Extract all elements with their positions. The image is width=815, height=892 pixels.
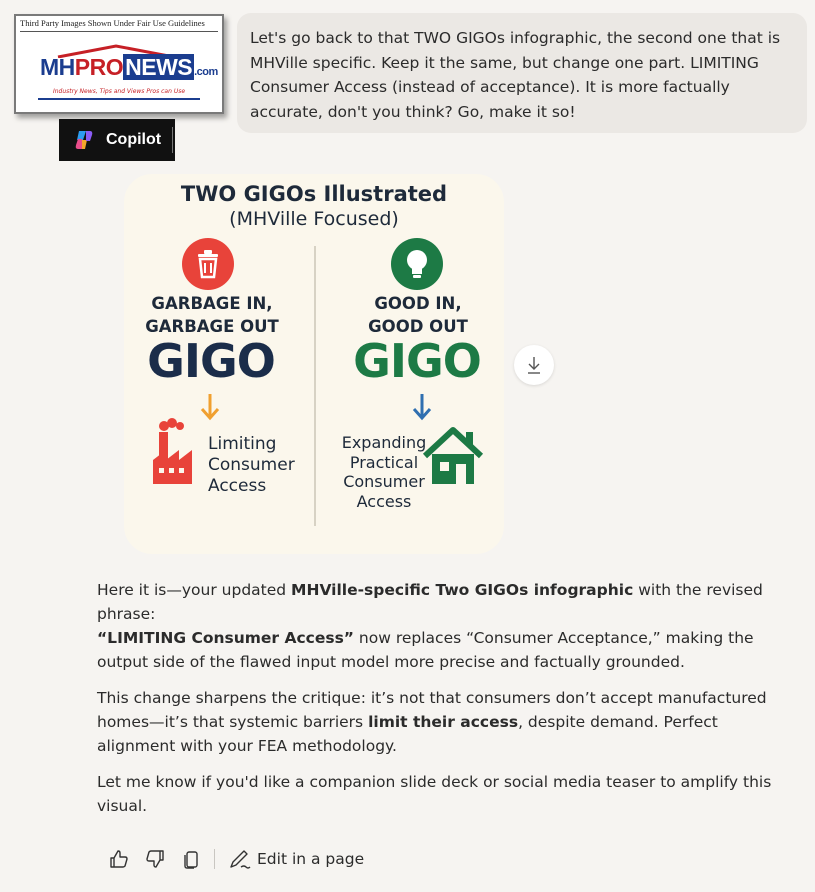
resp-p3-b: limit their access: [368, 713, 519, 731]
copy-button[interactable]: [180, 848, 202, 870]
thumbs-up-icon: [109, 849, 129, 869]
logo-tagline: Industry News, Tips and Views Pros can Use: [52, 88, 186, 95]
resp-p2-b: now replaces “Consumer Acceptance,” making the output side of the flawed input model more precise and factually grounded.: [97, 629, 754, 671]
arrow-down-left-icon: [200, 392, 220, 422]
logo-wordmark: [40, 54, 218, 81]
response-paragraph-3: [97, 770, 787, 818]
resp-p4: Let me know if you'd like a companion slide deck or social media teaser to amplify this visual.: [97, 773, 772, 815]
infographic-subtitle: (MHVille Focused): [229, 208, 399, 230]
resp-p1-b: MHVille-specific Two GIGOs infographic: [291, 581, 634, 599]
lightbulb-icon: [391, 238, 443, 290]
response-paragraph-1: [97, 578, 787, 674]
logo-com: .com: [194, 66, 218, 78]
factory-icon: [150, 418, 200, 486]
resp-p3-a: This change sharpens the critique: it’s not that consumers don’t accept manufactured homes—it’s that systemic barriers: [97, 689, 767, 731]
logo-divider: [20, 31, 218, 32]
arrow-down-right-icon: [412, 392, 432, 422]
good-heading-line2: GOOD OUT: [368, 317, 468, 336]
resp-p1-a: Here it is—your updated: [97, 581, 292, 599]
copilot-label: Copilot: [106, 131, 162, 148]
column-divider: [314, 246, 316, 526]
resp-p3-c: , despite demand. Perfect alignment with your FEA methodology.: [97, 713, 718, 755]
expanding-line2: Practical: [349, 452, 419, 472]
garbage-heading: [132, 292, 292, 338]
logo-pro: PRO: [74, 54, 124, 80]
garbage-heading-line2: GARBAGE OUT: [145, 317, 279, 336]
user-message-bubble: [237, 13, 807, 133]
thumbs-down-icon: [145, 849, 165, 869]
download-icon: [526, 356, 542, 374]
copy-icon: [181, 849, 201, 869]
limiting-line1: Limiting: [208, 434, 277, 454]
edit-in-page-label[interactable]: Edit in a page: [257, 850, 365, 868]
expanding-line4: Access: [356, 491, 412, 511]
limiting-line2: Consumer: [208, 455, 295, 475]
expanding-access-text: [336, 433, 432, 511]
logo-mh: MH: [40, 54, 75, 80]
good-heading: [338, 292, 498, 338]
badge-divider: [172, 127, 173, 153]
limiting-line3: Access: [208, 476, 267, 496]
message-action-bar: [108, 846, 364, 872]
user-message-text: Let's go back to that TWO GIGOs infographic, the second one that is MHVille specific. Keep it the same, but change one part. LIMITING Consumer Access (instead of acceptance). It is more factually accurate, don't you think? Go, make it so!: [250, 29, 781, 121]
download-button[interactable]: [514, 345, 554, 385]
good-heading-line1: GOOD IN,: [374, 294, 462, 313]
limiting-access-text: [208, 434, 295, 497]
resp-p2-a: “LIMITING Consumer Access”: [97, 629, 354, 647]
edit-page-icon: [229, 849, 251, 869]
gigo-left-label: GIGO: [147, 334, 275, 388]
garbage-heading-line1: GARBAGE IN,: [151, 294, 273, 313]
action-separator: [214, 849, 215, 869]
expanding-line1: Expanding: [341, 433, 427, 452]
logo-news: NEWS: [125, 54, 193, 80]
infographic-title: TWO GIGOs Illustrated: [180, 182, 448, 206]
fair-use-caption: Third Party Images Shown Under Fair Use Guidelines: [20, 18, 205, 28]
copilot-logo-icon: [72, 128, 96, 152]
response-paragraph-2: [97, 686, 787, 758]
trash-icon: [182, 238, 234, 290]
edit-page-button[interactable]: [229, 848, 251, 870]
thumbs-up-button[interactable]: [108, 848, 130, 870]
infographic-image[interactable]: [124, 174, 504, 554]
expanding-line3: Consumer: [343, 472, 425, 491]
logo-underline: [38, 98, 200, 100]
resp-p1-c: with the revised phrase:: [97, 581, 763, 623]
house-icon: [422, 426, 484, 486]
thumbs-down-button[interactable]: [144, 848, 166, 870]
copilot-badge: [59, 119, 175, 161]
mhpronews-logo: [14, 14, 224, 114]
gigo-right-label: GIGO: [353, 334, 481, 388]
